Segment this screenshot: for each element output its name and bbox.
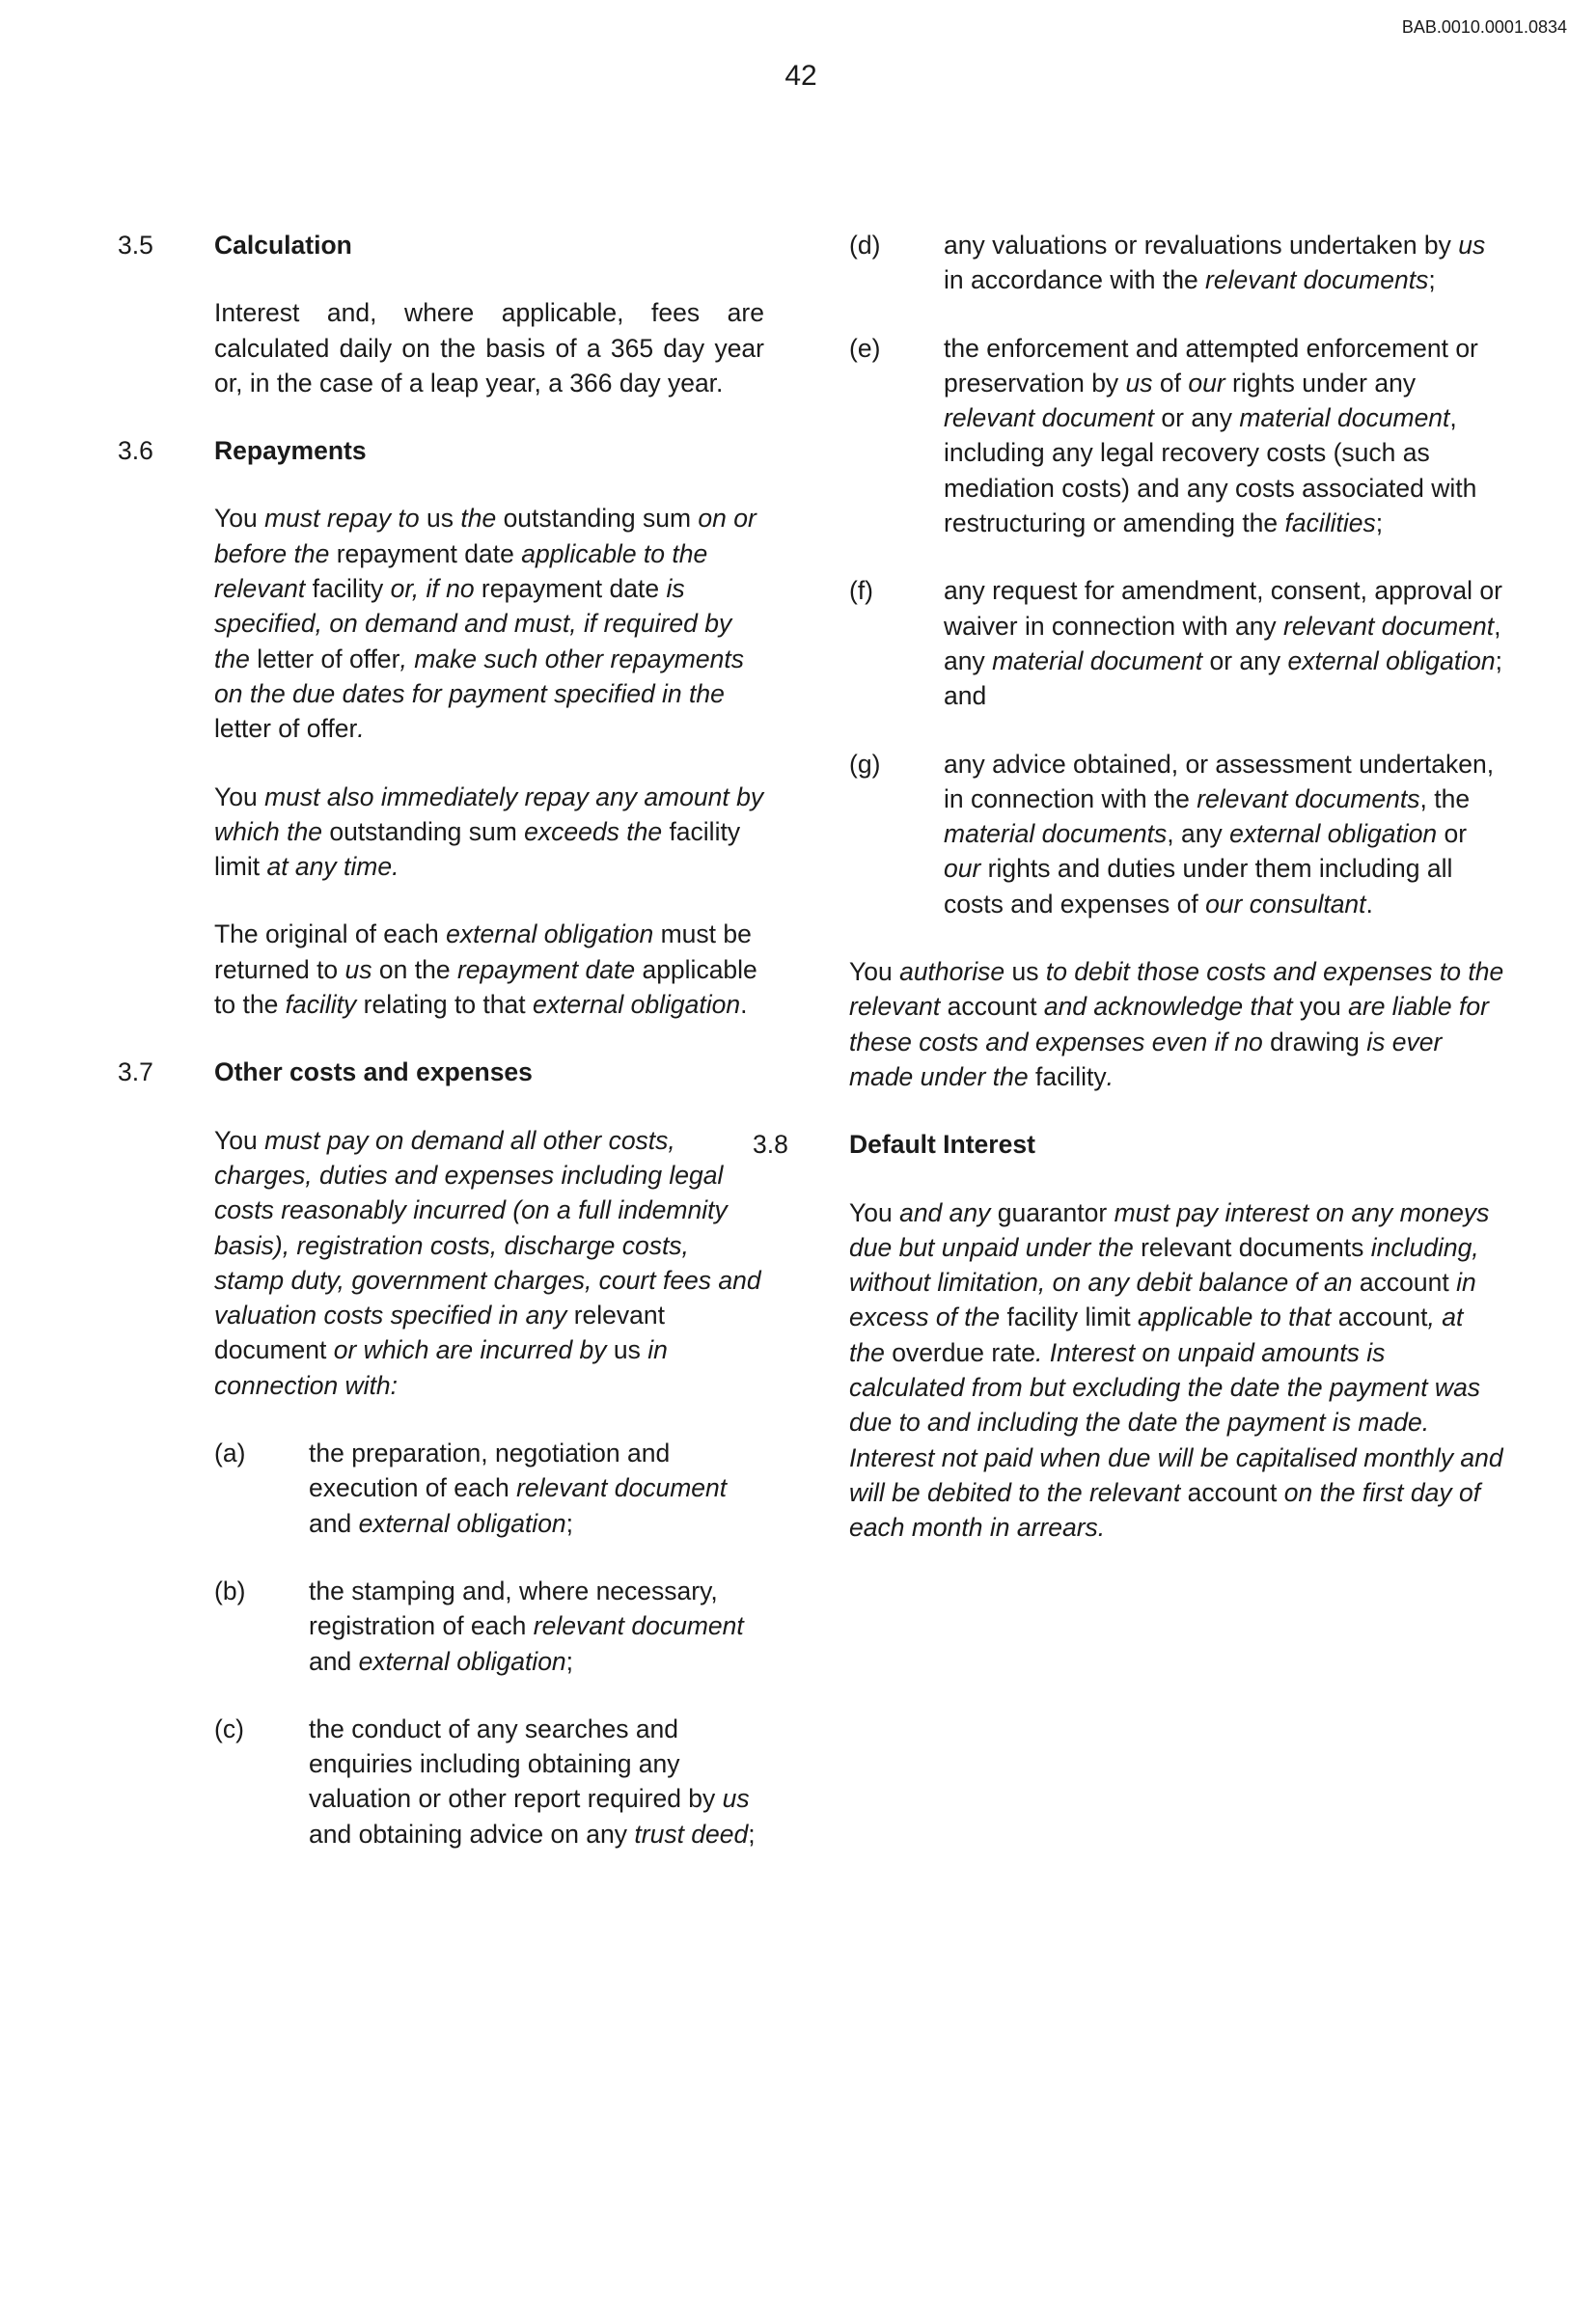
defined-term: are liable for these costs and expenses even if no bbox=[849, 992, 1489, 1056]
defined-term: or, if no bbox=[383, 574, 482, 604]
defined-term: our consultant bbox=[1205, 889, 1366, 919]
section-3-6-heading bbox=[118, 433, 764, 468]
section-number: 3.8 bbox=[753, 1130, 788, 1160]
section-number: 3.5 bbox=[118, 231, 153, 260]
section-number: 3.6 bbox=[118, 436, 153, 466]
defined-term: us bbox=[344, 954, 372, 984]
list-item-text: the stamping and, where necessary, registration of each relevant document and external obligation; bbox=[309, 1576, 744, 1676]
section-3-8-heading bbox=[753, 1127, 1505, 1162]
defined-term: our bbox=[1188, 368, 1225, 398]
defined-term: applicable to the relevant bbox=[214, 538, 708, 604]
defined-term: . Interest on unpaid amounts is calculated from but excluding the date the payment was due to and including the date the payment is made. Interest not paid when due will be capitalised monthly and will be debited to the relevant bbox=[849, 1337, 1503, 1507]
defined-term: , make such other repayments on the due dates for payment specified in the bbox=[214, 644, 744, 708]
authorise-paragraph: You authorise us to debit those costs and expenses to the relevant account and acknowledge that you are liable for these costs and expenses even if no drawing is ever made under the facility. bbox=[849, 957, 1504, 1091]
list-item-label: (g) bbox=[849, 749, 881, 779]
calculation-paragraph: Interest and, where applicable, fees are calculated daily on the basis of a 365 day year or, in the case of a leap year, a 366 day year. bbox=[214, 298, 764, 398]
defined-term: or which are incurred by bbox=[326, 1335, 614, 1365]
left-column bbox=[118, 228, 764, 1884]
list-item-text: the enforcement and attempted enforcement or preservation by us of our rights under any relevant document or any material document, including any legal recovery costs (such as mediation costs) and any costs associated with restructuring or amending the facilities; bbox=[944, 333, 1478, 538]
section-3-7-heading bbox=[118, 1055, 764, 1089]
section-title: Default Interest bbox=[849, 1130, 1035, 1160]
defined-term: relevant document bbox=[1283, 611, 1495, 641]
list-item-text: the preparation, negotiation and execution of each relevant document and external obligation; bbox=[309, 1439, 728, 1538]
defined-term: external obligation bbox=[532, 990, 741, 1020]
defined-term: us bbox=[1125, 368, 1153, 398]
defined-term: including, without limitation, on any debit balance of an bbox=[849, 1232, 1479, 1298]
defined-term: in connection with: bbox=[214, 1335, 668, 1400]
list-item-d bbox=[849, 228, 1505, 298]
defined-term: authorise bbox=[892, 957, 1012, 987]
defined-term: external obligation bbox=[1287, 645, 1496, 675]
defined-term: to debit those costs and expenses to the relevant bbox=[849, 957, 1504, 1022]
list-item-b bbox=[214, 1574, 764, 1679]
list-item-label: (a) bbox=[214, 1439, 246, 1468]
defined-term: exceeds the bbox=[516, 816, 670, 846]
list-item-label: (e) bbox=[849, 333, 881, 363]
defined-term: must pay on demand all other costs, charges, duties and expenses including legal costs reasonably incurred (on a full indemnity basis), registration costs, discharge costs, stamp duty, government charges, court fees and valuation costs specified in any bbox=[214, 1125, 761, 1330]
list-item-text: any request for amendment, consent, approval or waiver in connection with any relevant document, any material document or any external obligation; and bbox=[944, 576, 1502, 711]
defined-term: trust deed bbox=[634, 1819, 749, 1849]
defined-term: is ever made under the bbox=[849, 1027, 1443, 1091]
defined-term: external obligation bbox=[1229, 819, 1438, 849]
defined-term: us bbox=[722, 1784, 750, 1814]
defined-term: . bbox=[1106, 1061, 1114, 1091]
defined-term: relevant document bbox=[516, 1473, 728, 1503]
defined-term: and acknowledge that bbox=[1036, 992, 1301, 1022]
list-item-text: the conduct of any searches and enquiries including obtaining any valuation or other report required by us and obtaining advice on any trust deed; bbox=[309, 1714, 756, 1849]
defined-term: facilities bbox=[1284, 508, 1376, 538]
defined-term: and any bbox=[892, 1197, 998, 1227]
repayments-paragraph-2: You must also immediately repay any amount by which the outstanding sum exceeds the facility limit at any time. bbox=[214, 782, 764, 882]
document-id: BAB.0010.0001.0834 bbox=[1401, 17, 1567, 37]
list-item-label: (c) bbox=[214, 1714, 244, 1743]
defined-term: relevant documents bbox=[1197, 783, 1420, 813]
defined-term: the bbox=[453, 504, 504, 534]
list-item-a bbox=[214, 1436, 764, 1541]
defined-term: is specified, on demand and must, if required by the bbox=[214, 574, 732, 673]
defined-term: on the first day of each month in arrears. bbox=[849, 1477, 1481, 1543]
defined-term: material document bbox=[1239, 403, 1450, 433]
section-title: Calculation bbox=[214, 231, 352, 260]
right-column bbox=[753, 228, 1505, 1578]
list-item-label: (b) bbox=[214, 1576, 246, 1605]
default-interest-paragraph: You and any guarantor must pay interest on any moneys due but unpaid under the relevant documents including, without limitation, on any debit balance of an account in excess of the facility limit applicable to that account, at the overdue rate. Interest on unpaid amounts is calculated from but excluding the date the payment was due to and including the date the payment is made. Interest not paid when due will be capitalised monthly and will be debited to the relevant account on the first day of each month in arrears. bbox=[849, 1197, 1503, 1543]
page-number: 42 bbox=[784, 60, 817, 92]
defined-term: our bbox=[944, 854, 981, 884]
section-number: 3.7 bbox=[118, 1057, 153, 1087]
list-item-text: any valuations or revaluations undertaken by us in accordance with the relevant documents; bbox=[944, 231, 1486, 295]
defined-term: must repay to bbox=[257, 504, 427, 534]
defined-term: applicable to that bbox=[1130, 1303, 1338, 1332]
defined-term: . bbox=[357, 714, 365, 744]
defined-term: external obligation bbox=[446, 919, 654, 949]
list-item-g bbox=[849, 747, 1505, 921]
section-3-5-heading bbox=[118, 228, 764, 262]
other-costs-paragraph: You must pay on demand all other costs, charges, duties and expenses including legal costs reasonably incurred (on a full indemnity basis), registration costs, discharge costs, stamp duty, government charges, court fees and valuation costs specified in any relevant document or which are incurred by us in connection with: bbox=[214, 1125, 761, 1400]
defined-term: on or before the bbox=[214, 504, 757, 568]
defined-term: facility bbox=[285, 990, 357, 1020]
repayments-paragraph-3: The original of each external obligation must be returned to us on the repayment date applicable to the facility relating to that external obligation. bbox=[214, 919, 757, 1020]
defined-term: at any time. bbox=[260, 852, 399, 882]
list-item-c bbox=[214, 1712, 764, 1851]
defined-term: repayment date bbox=[456, 954, 636, 984]
list-item-f bbox=[849, 573, 1505, 713]
defined-term: must also immediately repay any amount by which the bbox=[214, 782, 764, 846]
list-item-label: (f) bbox=[849, 576, 874, 606]
list-item-text: any advice obtained, or assessment undertaken, in connection with the relevant documents, the material documents, any external obligation or our rights and duties under them including all costs and expenses of our consultant. bbox=[944, 749, 1495, 919]
defined-term: relevant document bbox=[944, 403, 1155, 433]
defined-term: external obligation bbox=[358, 1508, 566, 1538]
section-title: Repayments bbox=[214, 436, 367, 466]
defined-term: external obligation bbox=[358, 1646, 566, 1676]
list-item-label: (d) bbox=[849, 231, 881, 260]
defined-term: relevant documents bbox=[1205, 265, 1429, 295]
defined-term: us bbox=[1458, 231, 1486, 260]
defined-term: relevant document bbox=[533, 1611, 744, 1641]
defined-term: must pay interest on any moneys due but unpaid under the bbox=[849, 1197, 1490, 1262]
defined-term: material documents bbox=[944, 819, 1168, 849]
defined-term: in excess of the bbox=[849, 1268, 1476, 1332]
defined-term: , at the bbox=[849, 1303, 1464, 1367]
list-item-e bbox=[849, 331, 1505, 541]
section-title: Other costs and expenses bbox=[214, 1057, 533, 1087]
defined-term: material document bbox=[992, 645, 1203, 675]
repayments-paragraph-1: You must repay to us the outstanding sum on or before the repayment date applicable to the relevant facility or, if no repayment date is specified, on demand and must, if required by the letter of offer, make such other repayments on the due dates for payment specified in the letter of offer. bbox=[214, 504, 757, 744]
